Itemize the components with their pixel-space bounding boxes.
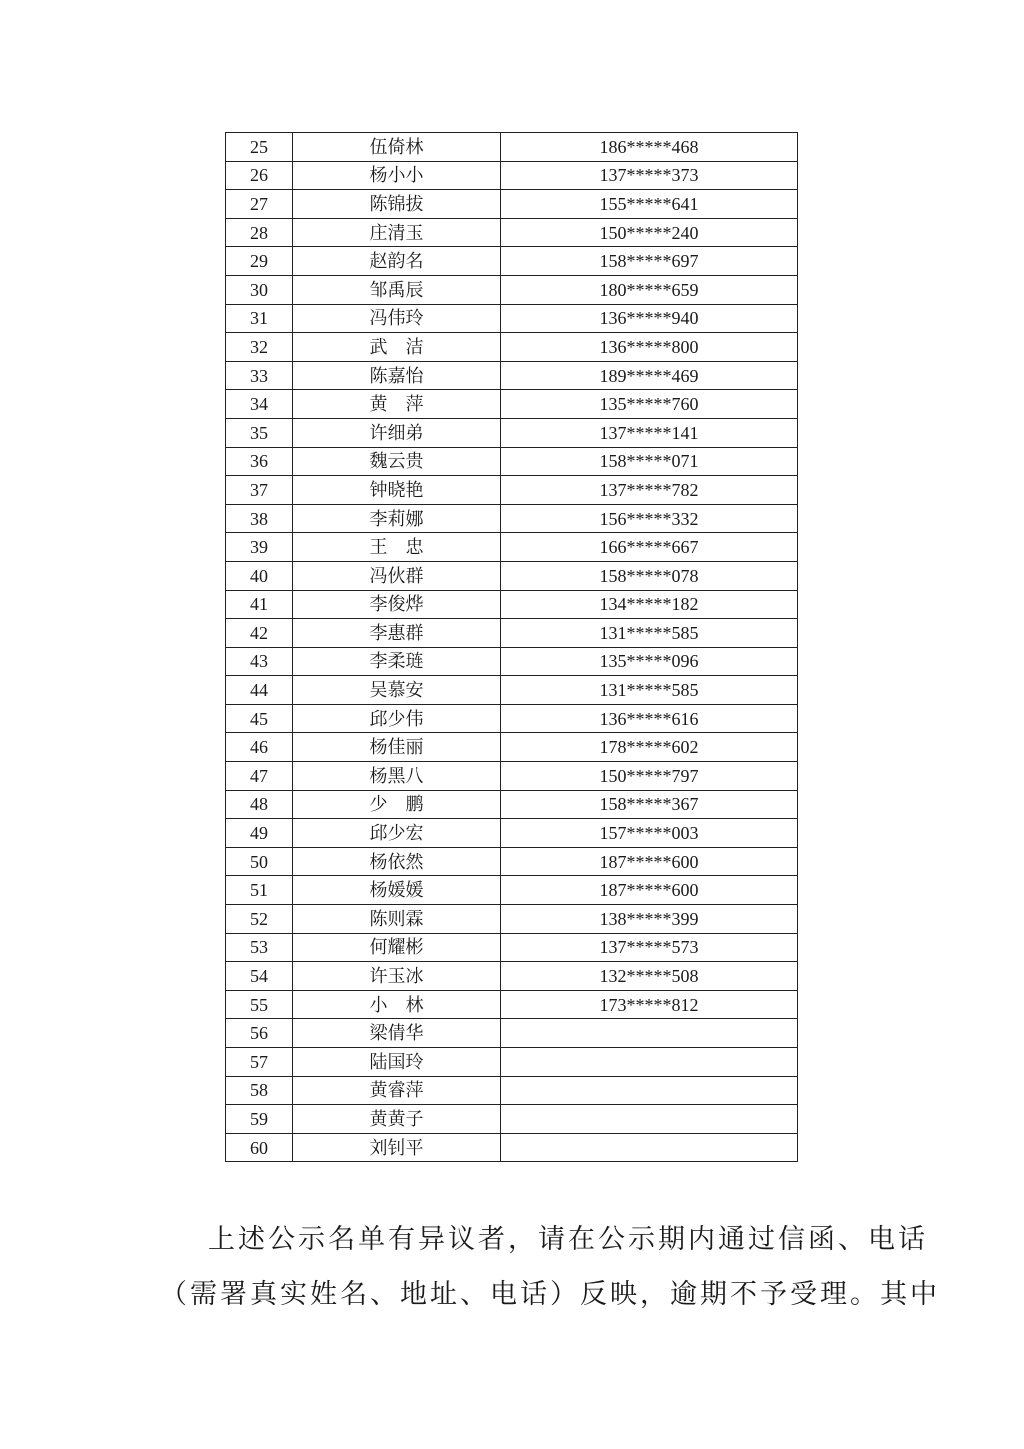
- row-name: 杨小小: [293, 161, 501, 190]
- table-row: [226, 962, 798, 991]
- row-phone: 150*****797: [501, 762, 798, 791]
- row-phone: 136*****616: [501, 704, 798, 733]
- row-number: 42: [226, 619, 293, 648]
- row-phone: 158*****078: [501, 561, 798, 590]
- row-name: 梁倩华: [293, 1019, 501, 1048]
- row-name: 伍倚林: [293, 133, 501, 162]
- table-row: [226, 161, 798, 190]
- table-row: [226, 762, 798, 791]
- row-name: 李惠群: [293, 619, 501, 648]
- row-phone: 134*****182: [501, 590, 798, 619]
- table-row: [226, 876, 798, 905]
- row-phone: 150*****240: [501, 218, 798, 247]
- row-number: 38: [226, 504, 293, 533]
- row-name: 许玉冰: [293, 962, 501, 991]
- row-phone: 180*****659: [501, 275, 798, 304]
- row-phone: 157*****003: [501, 819, 798, 848]
- row-name: 杨佳丽: [293, 733, 501, 762]
- row-name: 魏云贵: [293, 447, 501, 476]
- row-number: 53: [226, 933, 293, 962]
- table-row: [226, 504, 798, 533]
- table-row: [226, 247, 798, 276]
- row-name: 李俊烨: [293, 590, 501, 619]
- table-row: [226, 361, 798, 390]
- table-row: [226, 190, 798, 219]
- roster-table-body: [226, 133, 798, 1162]
- row-number: 46: [226, 733, 293, 762]
- row-phone: 187*****600: [501, 876, 798, 905]
- row-number: 36: [226, 447, 293, 476]
- row-phone: [501, 1105, 798, 1134]
- row-number: 60: [226, 1133, 293, 1162]
- row-name: 杨黑八: [293, 762, 501, 791]
- row-phone: [501, 1133, 798, 1162]
- row-number: 48: [226, 790, 293, 819]
- row-name: 吴慕安: [293, 676, 501, 705]
- row-name: 杨依然: [293, 847, 501, 876]
- row-phone: 137*****782: [501, 476, 798, 505]
- row-phone: 158*****697: [501, 247, 798, 276]
- table-row: [226, 275, 798, 304]
- row-phone: [501, 1048, 798, 1077]
- row-phone: 135*****760: [501, 390, 798, 419]
- table-row: [226, 905, 798, 934]
- row-name: 邹禹辰: [293, 275, 501, 304]
- row-number: 30: [226, 275, 293, 304]
- row-number: 27: [226, 190, 293, 219]
- table-row: [226, 933, 798, 962]
- row-name: 小 林: [293, 990, 501, 1019]
- row-number: 39: [226, 533, 293, 562]
- table-row: [226, 676, 798, 705]
- row-phone: 155*****641: [501, 190, 798, 219]
- row-number: 56: [226, 1019, 293, 1048]
- table-row: [226, 733, 798, 762]
- table-row: [226, 1133, 798, 1162]
- row-number: 43: [226, 647, 293, 676]
- row-name: 冯伟玲: [293, 304, 501, 333]
- table-row: [226, 1019, 798, 1048]
- row-phone: 131*****585: [501, 619, 798, 648]
- row-phone: 136*****800: [501, 333, 798, 362]
- table-row: [226, 390, 798, 419]
- row-name: 陈则霖: [293, 905, 501, 934]
- row-name: 黄 萍: [293, 390, 501, 419]
- row-number: 45: [226, 704, 293, 733]
- row-number: 55: [226, 990, 293, 1019]
- row-name: 庄清玉: [293, 218, 501, 247]
- table-row: [226, 133, 798, 162]
- table-row: [226, 704, 798, 733]
- row-number: 41: [226, 590, 293, 619]
- row-name: 邱少伟: [293, 704, 501, 733]
- row-name: 许细弟: [293, 418, 501, 447]
- row-phone: [501, 1019, 798, 1048]
- row-phone: 166*****667: [501, 533, 798, 562]
- row-phone: 189*****469: [501, 361, 798, 390]
- row-number: 57: [226, 1048, 293, 1077]
- row-name: 冯伙群: [293, 561, 501, 590]
- table-row: [226, 333, 798, 362]
- row-number: 26: [226, 161, 293, 190]
- roster-table: [225, 132, 798, 1162]
- table-row: [226, 561, 798, 590]
- row-phone: 156*****332: [501, 504, 798, 533]
- row-phone: 137*****573: [501, 933, 798, 962]
- row-name: 黄黄子: [293, 1105, 501, 1134]
- table-row: [226, 790, 798, 819]
- row-number: 59: [226, 1105, 293, 1134]
- row-number: 32: [226, 333, 293, 362]
- row-number: 37: [226, 476, 293, 505]
- row-name: 李莉娜: [293, 504, 501, 533]
- row-number: 28: [226, 218, 293, 247]
- row-number: 34: [226, 390, 293, 419]
- row-phone: 131*****585: [501, 676, 798, 705]
- row-name: 李柔琏: [293, 647, 501, 676]
- row-name: 赵韵名: [293, 247, 501, 276]
- row-number: 35: [226, 418, 293, 447]
- row-name: 陈锦拔: [293, 190, 501, 219]
- row-phone: 137*****141: [501, 418, 798, 447]
- row-number: 25: [226, 133, 293, 162]
- row-name: 陈嘉怡: [293, 361, 501, 390]
- row-name: 何耀彬: [293, 933, 501, 962]
- table-row: [226, 1105, 798, 1134]
- row-phone: [501, 1076, 798, 1105]
- table-row: [226, 1076, 798, 1105]
- table-row: [226, 1048, 798, 1077]
- table-row: [226, 533, 798, 562]
- table-row: [226, 590, 798, 619]
- table-row: [226, 619, 798, 648]
- row-phone: 178*****602: [501, 733, 798, 762]
- row-number: 40: [226, 561, 293, 590]
- row-phone: 173*****812: [501, 990, 798, 1019]
- notice-paragraph-line-1: 上述公示名单有异议者，请在公示期内通过信函、电话: [208, 1224, 928, 1254]
- table-row: [226, 990, 798, 1019]
- row-number: 50: [226, 847, 293, 876]
- row-name: 邱少宏: [293, 819, 501, 848]
- row-number: 54: [226, 962, 293, 991]
- row-phone: 158*****367: [501, 790, 798, 819]
- row-phone: 138*****399: [501, 905, 798, 934]
- table-row: [226, 447, 798, 476]
- row-name: 钟晓艳: [293, 476, 501, 505]
- table-row: [226, 647, 798, 676]
- row-phone: 187*****600: [501, 847, 798, 876]
- row-name: 陆国玲: [293, 1048, 501, 1077]
- row-number: 33: [226, 361, 293, 390]
- row-name: 少 鹏: [293, 790, 501, 819]
- table-row: [226, 304, 798, 333]
- row-phone: 136*****940: [501, 304, 798, 333]
- table-row: [226, 819, 798, 848]
- row-number: 49: [226, 819, 293, 848]
- row-name: 武 洁: [293, 333, 501, 362]
- row-name: 黄睿萍: [293, 1076, 501, 1105]
- row-phone: 135*****096: [501, 647, 798, 676]
- table-row: [226, 847, 798, 876]
- row-phone: 186*****468: [501, 133, 798, 162]
- row-name: 王 忠: [293, 533, 501, 562]
- row-phone: 158*****071: [501, 447, 798, 476]
- table-row: [226, 418, 798, 447]
- table-row: [226, 218, 798, 247]
- row-phone: 137*****373: [501, 161, 798, 190]
- row-name: 杨媛媛: [293, 876, 501, 905]
- row-number: 52: [226, 905, 293, 934]
- row-number: 47: [226, 762, 293, 791]
- row-number: 29: [226, 247, 293, 276]
- row-number: 58: [226, 1076, 293, 1105]
- row-number: 51: [226, 876, 293, 905]
- row-name: 刘钊平: [293, 1133, 501, 1162]
- row-number: 44: [226, 676, 293, 705]
- notice-paragraph-line-2: （需署真实姓名、地址、电话）反映，逾期不予受理。其中: [160, 1279, 940, 1309]
- row-phone: 132*****508: [501, 962, 798, 991]
- table-row: [226, 476, 798, 505]
- row-number: 31: [226, 304, 293, 333]
